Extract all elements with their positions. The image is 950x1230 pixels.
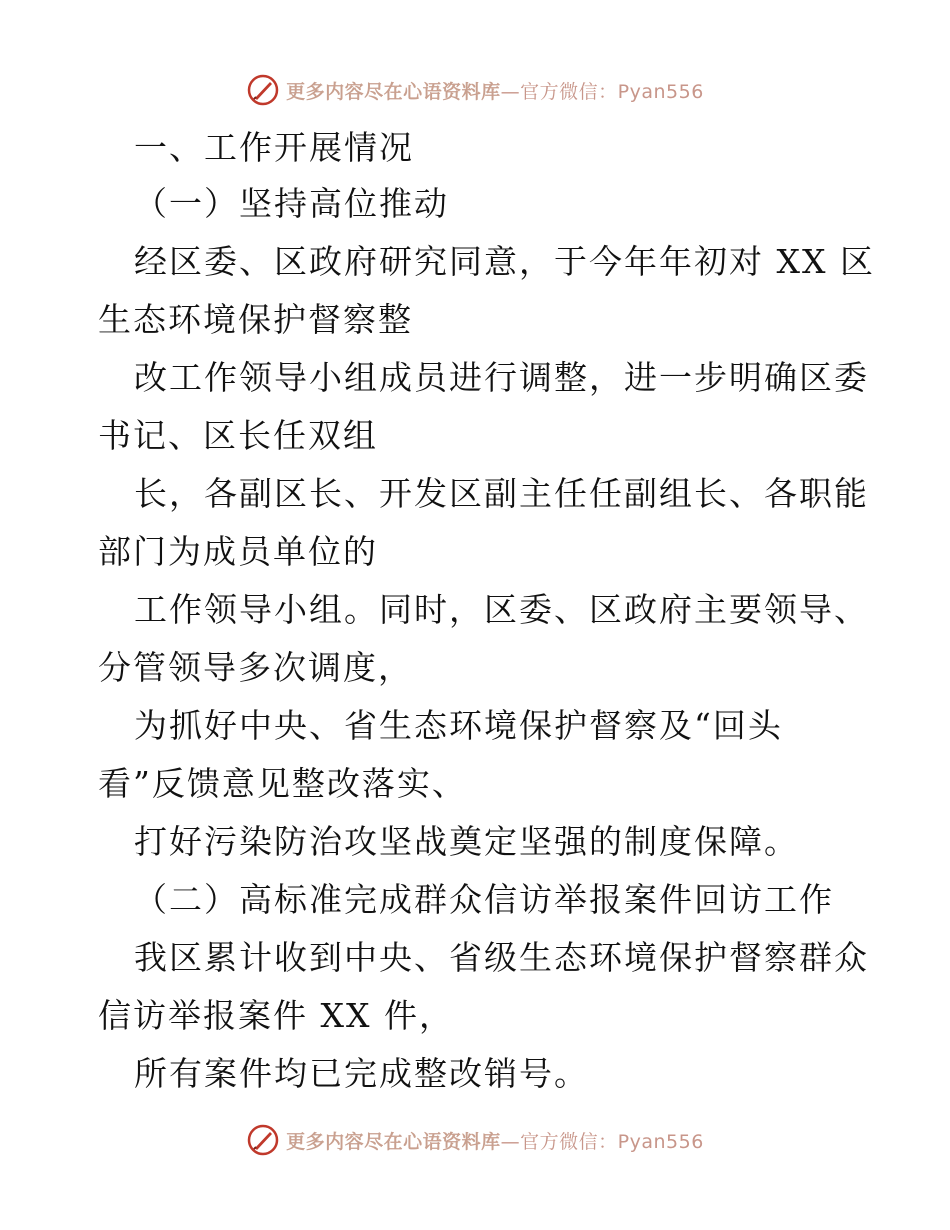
- paragraph-line: 书记、区长任双组: [98, 416, 378, 455]
- paragraph-line: 分管领导多次调度，: [98, 648, 413, 687]
- paragraph-line: 为抓好中央、省生态环境保护督察及“回头: [134, 706, 783, 745]
- quill-logo-icon: [246, 1123, 280, 1157]
- paragraph-line: 生态环境保护督察整: [98, 300, 413, 339]
- watermark-brand: 更多内容尽在心语资料库: [286, 80, 501, 103]
- paragraph-line: 经区委、区政府研究同意，于今年年初对 XX 区: [134, 242, 875, 281]
- paragraph-line: 改工作领导小组成员进行调整，进一步明确区委: [134, 358, 869, 397]
- subsection-heading: （二）高标准完成群众信访举报案件回访工作: [134, 880, 834, 919]
- section-heading: 一、工作开展情况: [134, 128, 414, 167]
- paragraph-line: 我区累计收到中央、省级生态环境保护督察群众: [134, 938, 869, 977]
- watermark-wechat: 官方微信：Pyan556: [520, 80, 704, 103]
- paragraph-line: 信访举报案件 XX 件，: [98, 996, 454, 1035]
- paragraph-line: 所有案件均已完成整改销号。: [134, 1054, 589, 1093]
- paragraph-line: 看”反馈意见整改落实、: [98, 764, 467, 803]
- watermark-text: [286, 77, 704, 104]
- watermark-separator: —: [500, 1130, 521, 1153]
- paragraph-line: 长，各副区长、开发区副主任任副组长、各职能: [134, 474, 869, 513]
- paragraph-line: 打好污染防治攻坚战奠定坚强的制度保障。: [134, 822, 799, 861]
- paragraph-line: 部门为成员单位的: [98, 532, 378, 571]
- subsection-heading: （一）坚持高位推动: [134, 184, 449, 223]
- paragraph-line: 工作领导小组。同时，区委、区政府主要领导、: [134, 590, 869, 629]
- footer-watermark: [0, 1120, 950, 1160]
- watermark-wechat: 官方微信：Pyan556: [520, 1130, 704, 1153]
- watermark-text: [286, 1127, 704, 1154]
- header-watermark: [0, 70, 950, 110]
- watermark-separator: —: [500, 80, 521, 103]
- watermark-brand: 更多内容尽在心语资料库: [286, 1130, 501, 1153]
- quill-logo-icon: [246, 73, 280, 107]
